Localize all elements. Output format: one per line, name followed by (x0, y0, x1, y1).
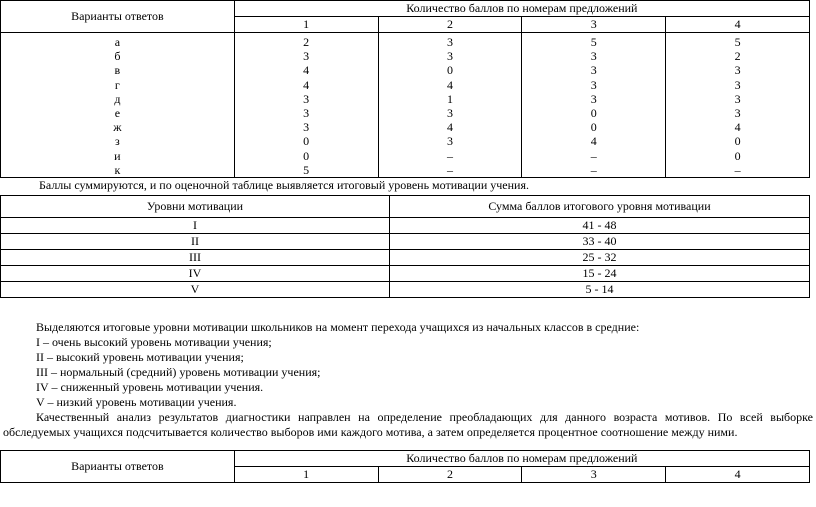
motivation-levels-table (0, 195, 810, 298)
value: 0 (303, 148, 310, 163)
range-cell: 41 - 48 (390, 218, 810, 234)
letter: д (114, 91, 121, 106)
value: – (446, 162, 453, 177)
intro-text: Выделяются итоговые уровни мотивации школьников на момент перехода учащихся из начальных классов в средние: (36, 320, 640, 334)
column-2-header: 2 (378, 17, 522, 33)
column-3-header: 3 (522, 17, 666, 33)
range-cell: 33 - 40 (390, 234, 810, 250)
value: 3 (303, 49, 310, 64)
value: 5 (303, 162, 310, 177)
level-line: I – очень высокий уровень мотивации учения; (36, 335, 272, 349)
column-1-header: 1 (234, 467, 378, 483)
value: 3 (590, 91, 597, 106)
value: 3 (734, 91, 741, 106)
variants-header: Варианты ответов (1, 1, 235, 33)
value: 3 (590, 77, 597, 92)
value: 4 (303, 77, 310, 92)
column-2-header: 2 (378, 467, 522, 483)
column-2-values (378, 33, 522, 178)
points-header: Количество баллов по номерам предложений (234, 1, 809, 17)
points-header: Количество баллов по номерам предложений (234, 451, 809, 467)
value: 5 (734, 35, 741, 49)
level-line: V – низкий уровень мотивации учения. (36, 395, 237, 409)
range-cell: 5 - 14 (390, 282, 810, 298)
value: 4 (734, 120, 741, 135)
column-1-values (234, 33, 378, 178)
variants-header: Варианты ответов (1, 451, 235, 483)
summary-note: Баллы суммируются, и по оценочной таблице выявляется итоговый уровень мотивации учения. (39, 178, 529, 192)
value: 2 (303, 35, 310, 49)
value: 0 (590, 120, 597, 135)
value: – (590, 148, 597, 163)
letters-cell (1, 33, 235, 178)
value: 2 (734, 49, 741, 64)
letter: к (114, 162, 121, 177)
column-4-values (666, 33, 810, 178)
level-cell: I (1, 218, 390, 234)
table-row (1, 266, 810, 282)
level-cell: II (1, 234, 390, 250)
levels-header: Уровни мотивации (1, 196, 390, 218)
letter: ж (113, 120, 122, 135)
value: 4 (590, 134, 597, 149)
level-line: IV – сниженный уровень мотивации учения. (36, 380, 264, 394)
level-cell: IV (1, 266, 390, 282)
letter: е (114, 105, 121, 120)
table-row (1, 218, 810, 234)
letter: з (114, 134, 120, 149)
value: – (446, 148, 453, 163)
value: 4 (303, 63, 310, 78)
value: 0 (590, 105, 597, 120)
value: 4 (446, 77, 453, 92)
value: 3 (303, 105, 310, 120)
level-cell: V (1, 282, 390, 298)
letter: в (114, 63, 121, 78)
value: 4 (446, 120, 453, 135)
column-4-header: 4 (666, 467, 810, 483)
letter: и (114, 148, 121, 163)
value: 3 (734, 77, 741, 92)
value: 3 (446, 49, 453, 64)
value: 3 (303, 91, 310, 106)
range-cell: 25 - 32 (390, 250, 810, 266)
range-cell: 15 - 24 (390, 266, 810, 282)
value: 0 (734, 148, 741, 163)
value: 3 (734, 105, 741, 120)
points-table (0, 0, 810, 178)
value: 5 (590, 35, 597, 49)
value: 3 (590, 63, 597, 78)
value: 0 (303, 134, 310, 149)
column-1-header: 1 (234, 17, 378, 33)
value: – (590, 162, 597, 177)
sum-header: Сумма баллов итогового уровня мотивации (390, 196, 810, 218)
value: 3 (446, 134, 453, 149)
value: 3 (590, 49, 597, 64)
value: 0 (734, 134, 741, 149)
value: 1 (446, 91, 453, 106)
letter: а (114, 35, 121, 49)
letter: г (114, 77, 120, 92)
column-3-header: 3 (522, 467, 666, 483)
letter: б (114, 49, 121, 64)
value: 3 (446, 35, 453, 49)
value: 3 (303, 120, 310, 135)
table-row (1, 250, 810, 266)
level-cell: III (1, 250, 390, 266)
table-row (1, 234, 810, 250)
levels-description (3, 320, 813, 440)
points-table-repeat (0, 450, 810, 483)
analysis-text: Качественный анализ результатов диагностики направлен на определение преобладающих для данного возраста мотивов. По всей выборке обследуемых учащихся подсчитывается количество выборов ими каждого мотива, а затем определяется процентное соотношение между ними. (3, 410, 813, 439)
value: 3 (734, 63, 741, 78)
value: 3 (446, 105, 453, 120)
table-row (1, 282, 810, 298)
column-4-header: 4 (666, 17, 810, 33)
column-3-values (522, 33, 666, 178)
level-line: III – нормальный (средний) уровень мотивации учения; (36, 365, 321, 379)
level-line: II – высокий уровень мотивации учения; (36, 350, 244, 364)
value: – (734, 162, 741, 177)
value: 0 (446, 63, 453, 78)
